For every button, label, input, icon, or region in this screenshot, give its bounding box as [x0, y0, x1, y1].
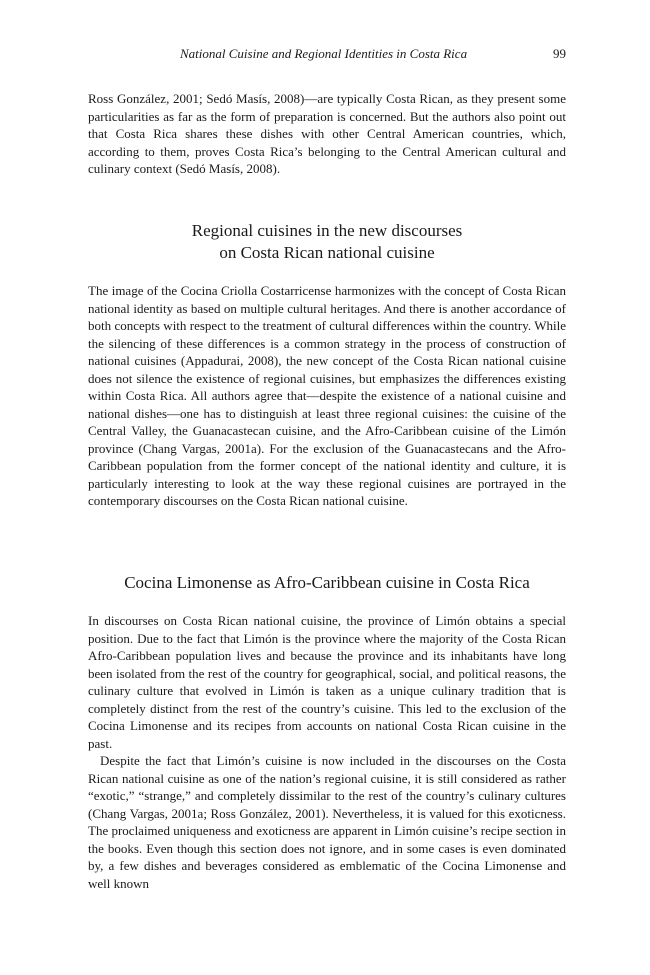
running-head: [88, 45, 566, 63]
page-number: 99: [553, 46, 566, 61]
running-title: National Cuisine and Regional Identities in Costa Rica: [180, 46, 468, 61]
regional-cuisines-text-block: [88, 282, 566, 510]
cocina-limonense-text-block: [88, 612, 566, 892]
regional-cuisines-paragraph: The image of the Cocina Criolla Costarricense harmonizes with the concept of Costa Rican national identity as based on multiple cultural heritages. And there is another accordance of both concepts with respect to the treatment of cultural differences within the country. While the silencing of these differences is a common strategy in the process of construction of national cuisines (Appadurai, 2008), the new concept of the Costa Rican national cuisine does not silence the existence of regional cuisines, but emphasizes the differences existing within Costa Rica. All authors agree that—despite the existence of a national cuisine and national dishes—one has to distinguish at least three regional cuisines: the cuisine of the Central Valley, the Guanacastecan cuisine, and the Afro-Caribbean cuisine of the Limón province (Chang Vargas, 2001a). For the exclusion of the Guanacastecans and the Afro-Caribbean population from the former concept of the national identity and culture, it is particularly interesting to look at the way these regional cuisines are portrayed in the contemporary discourses on the Costa Rican national cuisine.: [88, 283, 566, 508]
section-heading-text: Cocina Limonense as Afro-Caribbean cuisine in Costa Rica: [124, 573, 530, 592]
intro-paragraph: Ross González, 2001; Sedó Masís, 2008)—are typically Costa Rican, as they present some particularities as far as the form of preparation is concerned. But the authors also point out that Costa Rica shares these dishes with other Central American countries, which, according to them, proves Costa Rica’s belonging to the Central American cultural and culinary context (Sedó Masís, 2008).: [88, 91, 566, 176]
section-heading-line-1: Regional cuisines in the new discourses: [191, 221, 463, 240]
cocina-limonense-paragraph-1: In discourses on Costa Rican national cuisine, the province of Limón obtains a special position. Due to the fact that Limón is the province where the majority of the Costa Rican Afro-Caribbean population lives and because the province and its inhabitants have long been isolated from the rest of the country for geographical, social, and political reasons, the culinary culture that evolved in Limón is taken as a unique culinary tradition that is completely distinct from the rest of the country’s cuisine. This led to the exclusion of the Cocina Limonense and its recipes from accounts on national Costa Rican cuisine in the past.: [88, 613, 566, 751]
intro-text-block: [88, 90, 566, 178]
section-heading-regional-cuisines: [88, 220, 566, 264]
section-heading-line-2: on Costa Rican national cuisine: [219, 243, 435, 262]
section-heading-cocina-limonense: [88, 572, 566, 594]
cocina-limonense-paragraph-2: Despite the fact that Limón’s cuisine is now included in the discourses on the Costa Rican national cuisine as one of the nation’s regional cuisine, it is still considered as rather “exotic,” “strange,” and completely dissimilar to the rest of the country’s culinary cultures (Chang Vargas, 2001a; Ross González, 2001). Nevertheless, it is valued for this exoticness. The proclaimed uniqueness and exoticness are apparent in Limón cuisine’s recipe section in the books. Even though this section does not ignore, and in some cases is even dominated by, a few dishes and beverages considered as emblematic of the Cocina Limonense and well known: [88, 753, 566, 891]
